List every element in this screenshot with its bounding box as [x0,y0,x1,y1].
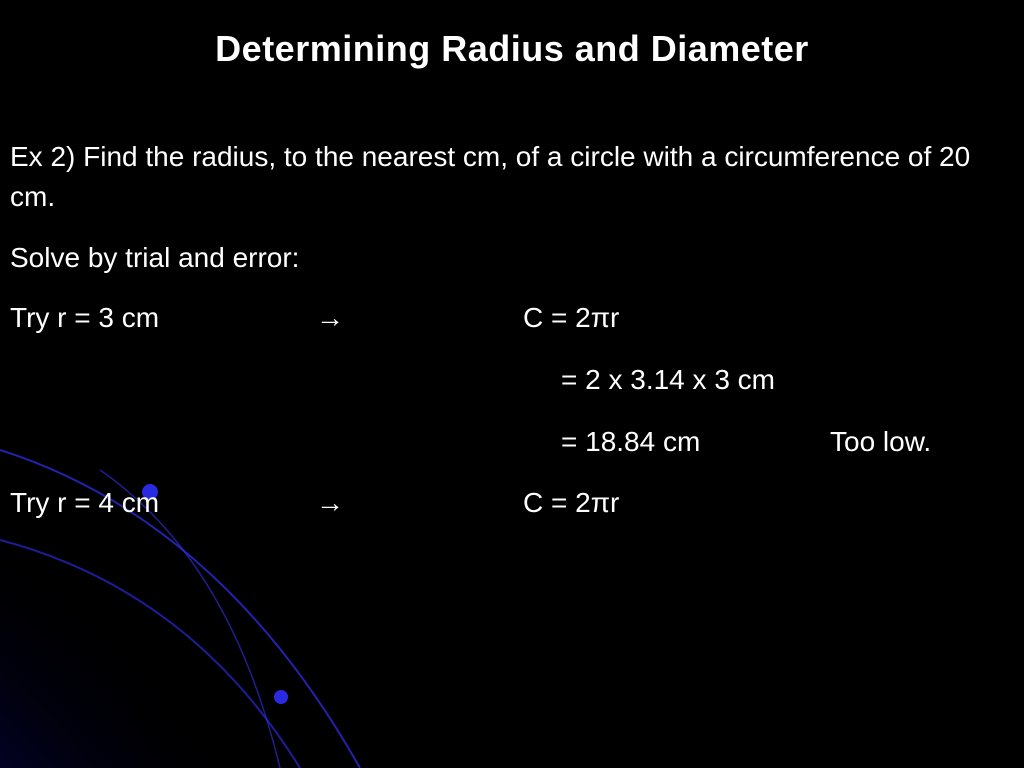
trial1-label: Try r = 3 cm [10,302,160,333]
trial1-arrow: → [316,302,344,333]
trial1-verdict: Too low. [830,426,932,457]
slide-title: Determining Radius and Diameter [215,28,809,69]
problem-statement: Ex 2) Find the radius, to the nearest cm, of a circle with a circumference of 20 cm. [10,141,971,212]
trial2-formula: C = 2πr [523,487,620,518]
arc-dot-2 [274,690,288,704]
trial2-label: Try r = 4 cm [10,487,160,518]
trial2-arrow: → [316,487,344,518]
trial1-formula: C = 2πr [523,302,620,333]
instruction-text: Solve by trial and error: [10,242,300,273]
blue-glow [0,428,340,768]
trial1-step1: = 2 x 3.14 x 3 cm [561,364,775,395]
trial1-step2: = 18.84 cm [561,426,701,457]
